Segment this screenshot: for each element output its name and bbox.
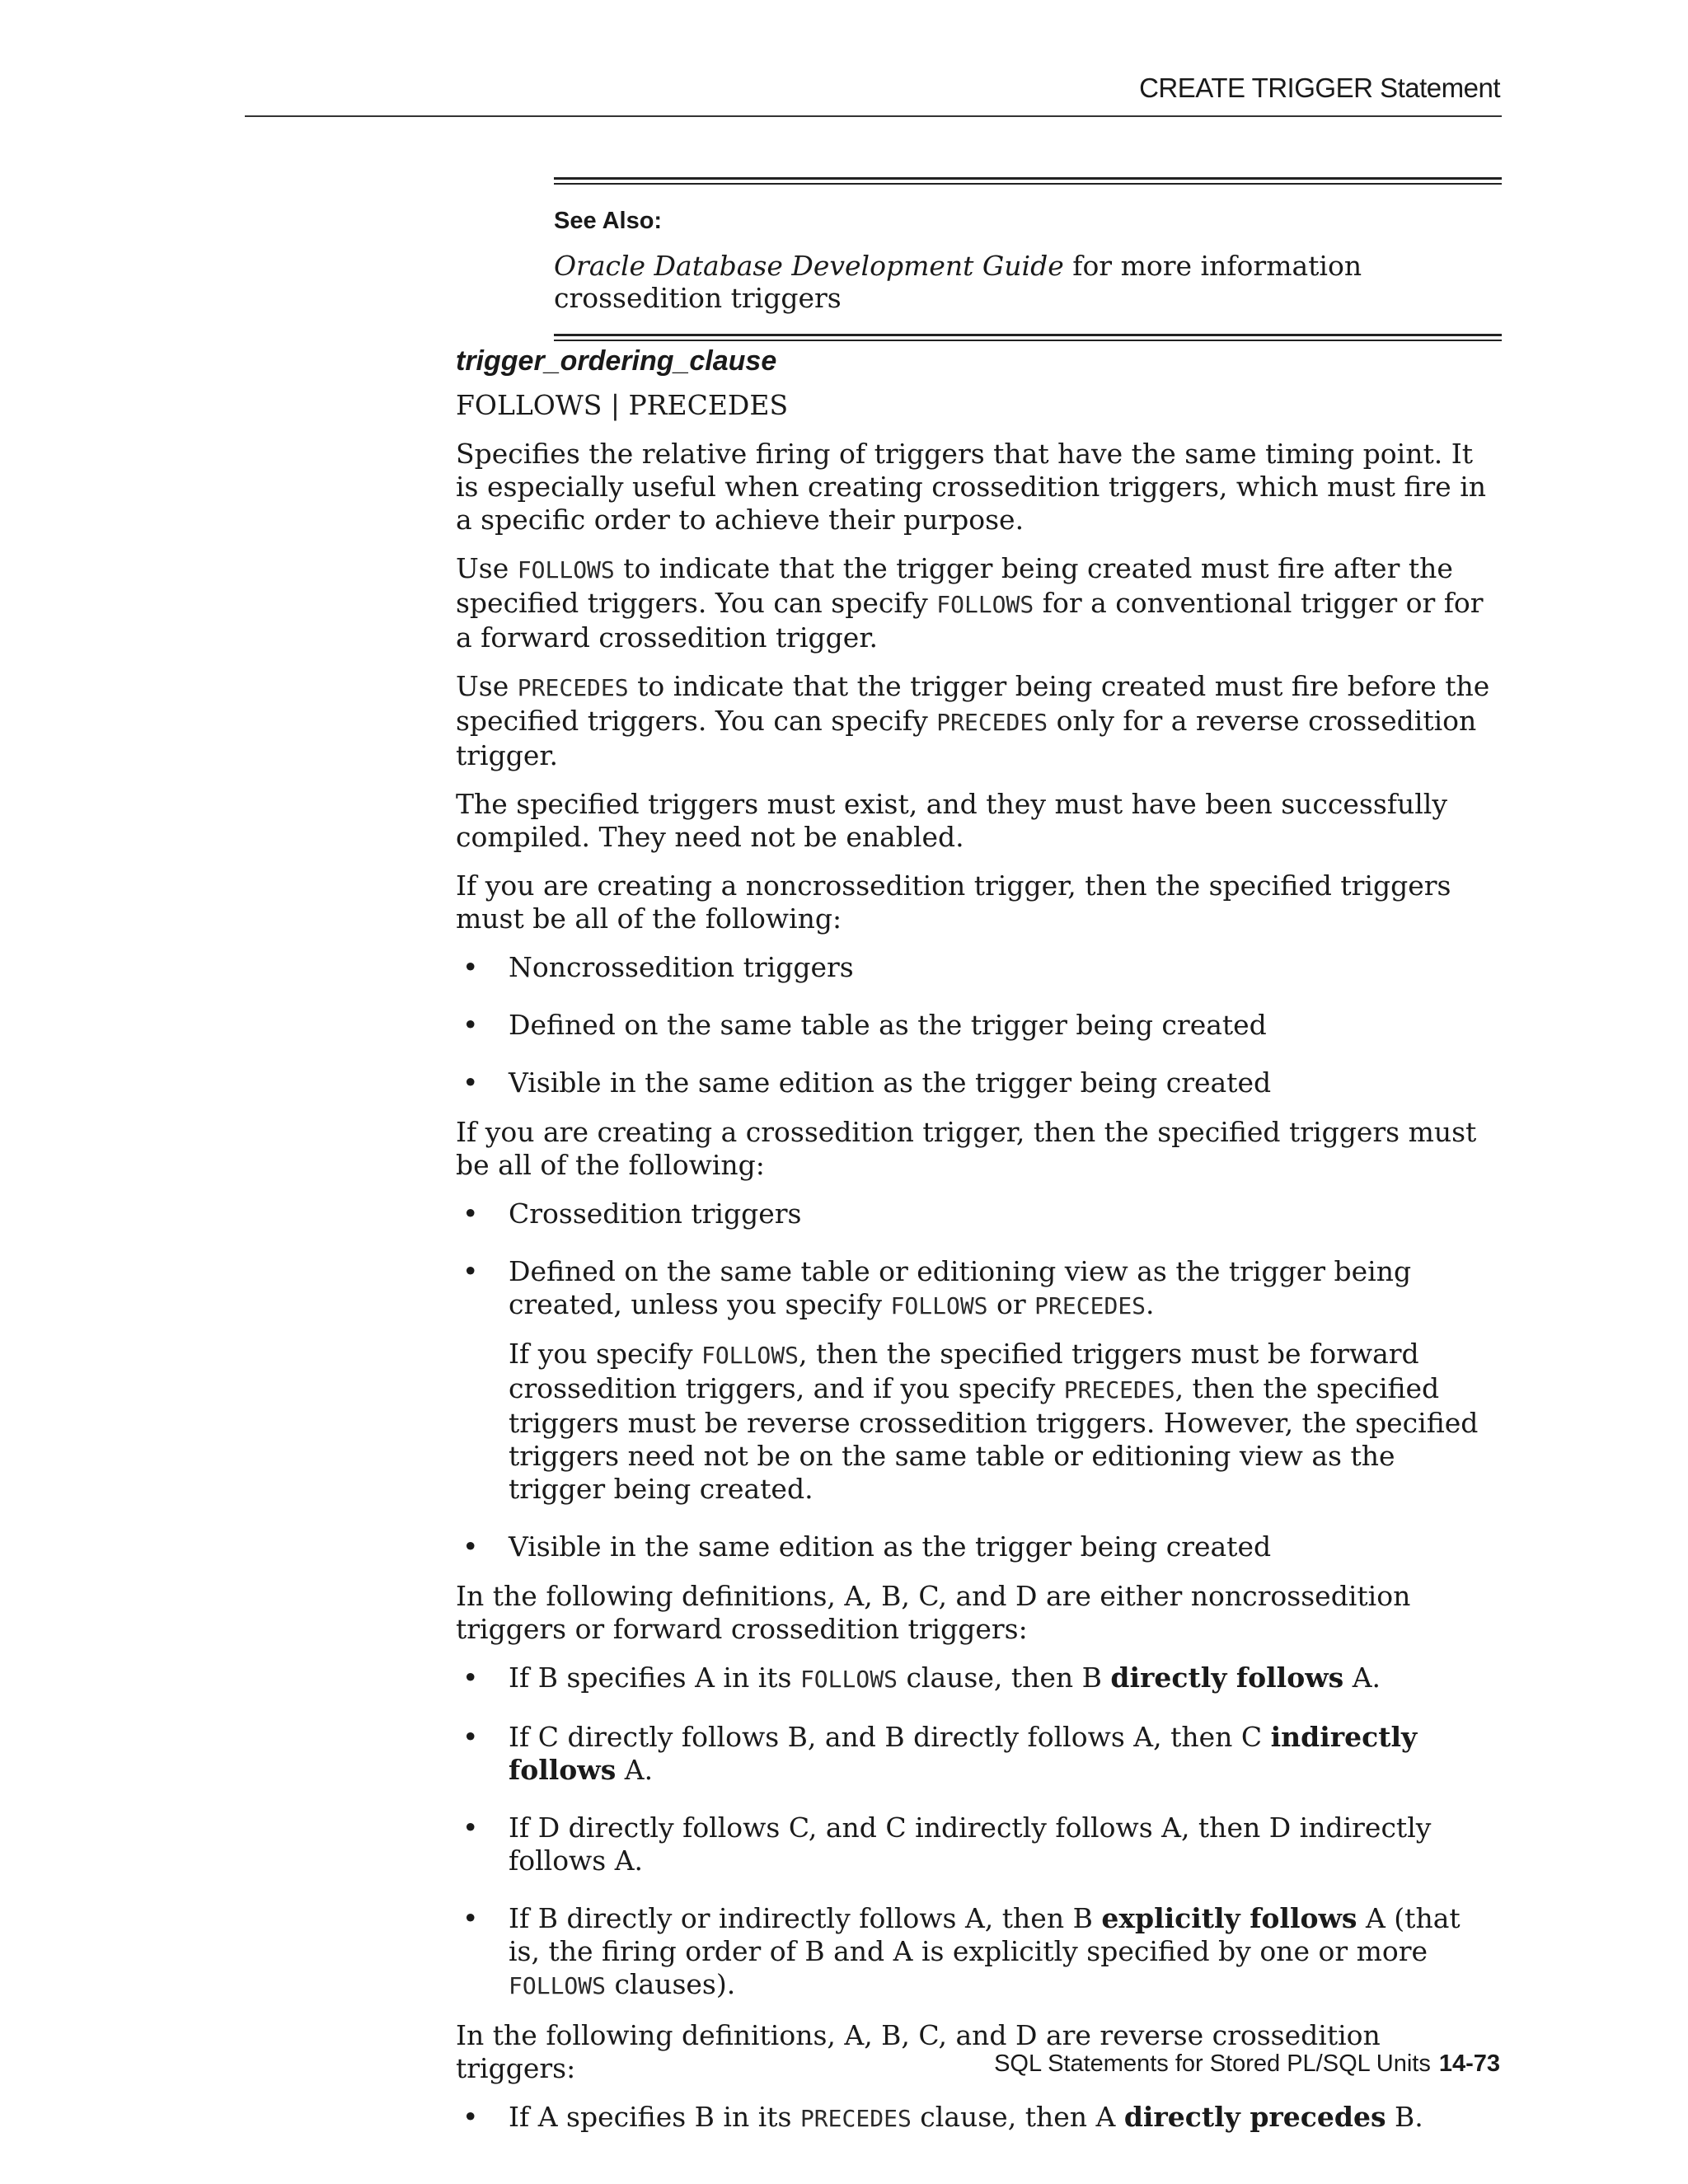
list-crossedition [456,1197,1496,1563]
see-also-heading: See Also: [554,208,663,234]
see-also-bottom-rule [554,334,1502,341]
paragraph-exist: The specified triggers must exist, and they must have been successfully compiled. They need not be enabled. [456,788,1447,853]
page-number: 14-73 [1438,2050,1500,2077]
paragraph-precedes: Use PRECEDES to indicate that the trigger being created must fire before the specified triggers. You can specify PRECEDES only for a reverse crossedition trigger. [456,670,1490,771]
paragraph-follows: Use FOLLOWS to indicate that the trigger being created must fire after the specified triggers. You can specify FOLLOWS for a conventional trigger or for a forward crossedition trigger. [456,552,1484,654]
see-also-box [554,177,1502,341]
list-item: • If B specifies A in its FOLLOWS clause, then B directly follows A. [456,1661,1496,1696]
section-heading: trigger_ordering_clause [456,345,777,377]
list-follows-definitions [456,1661,1496,2003]
code-keyword: FOLLOWS [799,1666,898,1693]
term-bold: indirectly follows [509,1721,1418,1786]
code-keyword: PRECEDES [517,674,629,701]
code-keyword: FOLLOWS [701,1342,799,1369]
code-keyword: PRECEDES [1063,1376,1175,1404]
see-also-book-link[interactable]: Oracle Database Development Guide [554,250,1064,282]
list-item: • If D directly follows C, and C indirectly follows A, then D indirectly follows A. [456,1811,1496,1877]
list-noncrossedition [456,951,1496,1099]
footer-title: SQL Statements for Stored PL/SQL Units [994,2050,1431,2077]
paragraph-follows-definitions: In the following definitions, A, B, C, and D are either noncrossedition triggers or forward crossedition triggers: [456,1580,1411,1645]
list-item: • If B directly or indirectly follows A, then B explicitly follows A (that is, the firing order of B and A is explicitly specified by one or more FOLLOWS clauses). [456,1902,1496,2003]
paragraph-crossedition: If you are creating a crossedition trigger, then the specified triggers must be all of the following: [456,1116,1477,1181]
term-bold: explicitly follows [1101,1902,1357,1934]
list-item: • If A specifies B in its PRECEDES clause, then A directly precedes B. [456,2101,1496,2135]
see-also-text: Oracle Database Development Guide for more information crossedition triggers [554,250,1362,314]
list-item: • Defined on the same table or editioning view as the trigger being created, unless you specify FOLLOWS or PRECEDES. If you specify FOLLOWS, then the specified triggers must be forward crossedition triggers, and if you specify PRECEDES, then the specified triggers must be reverse crossedition triggers. However, the specified triggers need not be on the same table or editioning view as the trigger being created. [456,1255,1496,1506]
paragraph-intro: Specifies the relative firing of triggers that have the same timing point. It is especially useful when creating crossedition triggers, which must fire in a specific order to achieve their purpose. [456,438,1487,536]
page-footer [994,2050,1500,2078]
code-keyword: PRECEDES [799,2105,912,2132]
code-keyword: PRECEDES [936,709,1048,736]
header-rule [245,115,1502,117]
code-keyword: FOLLOWS [936,591,1034,618]
list-item: • If C directly follows B, and B directly follows A, then C indirectly follows A. [456,1721,1496,1787]
paragraph-precedes-definitions: In the following definitions, A, B, C, and D are reverse crossedition triggers: [456,2019,1381,2084]
list-item: • Visible in the same edition as the trigger being created [456,1066,1496,1099]
list-item: • Crossedition triggers [456,1197,1496,1230]
list-item: • Noncrossedition triggers [456,951,1496,984]
see-also-top-rule [554,177,1502,185]
syntax-line: FOLLOWS | PRECEDES [456,389,789,421]
paragraph-noncrossedition: If you are creating a noncrossedition trigger, then the specified triggers must be all of the following: [456,869,1451,935]
list-item: • Defined on the same table as the trigger being created [456,1009,1496,1042]
code-keyword: PRECEDES [1034,1292,1146,1319]
code-keyword: FOLLOWS [890,1292,988,1319]
running-header: CREATE TRIGGER Statement [1139,73,1500,103]
list-subparagraph: If you specify FOLLOWS, then the specified triggers must be forward crossedition triggers, and if you specify PRECEDES, then the specified triggers must be reverse crossedition triggers. However, the specified triggers need not be on the same table or editioning view as the trigger being created. [509,1338,1479,1505]
list-item: • Visible in the same edition as the trigger being created [456,1530,1496,1563]
list-precedes-definitions [456,2101,1496,2135]
main-content [456,344,1496,2152]
term-bold: directly precedes [1123,2101,1386,2133]
code-keyword: FOLLOWS [509,1972,607,1999]
code-keyword: FOLLOWS [517,556,615,583]
term-bold: directly follows [1110,1661,1344,1694]
